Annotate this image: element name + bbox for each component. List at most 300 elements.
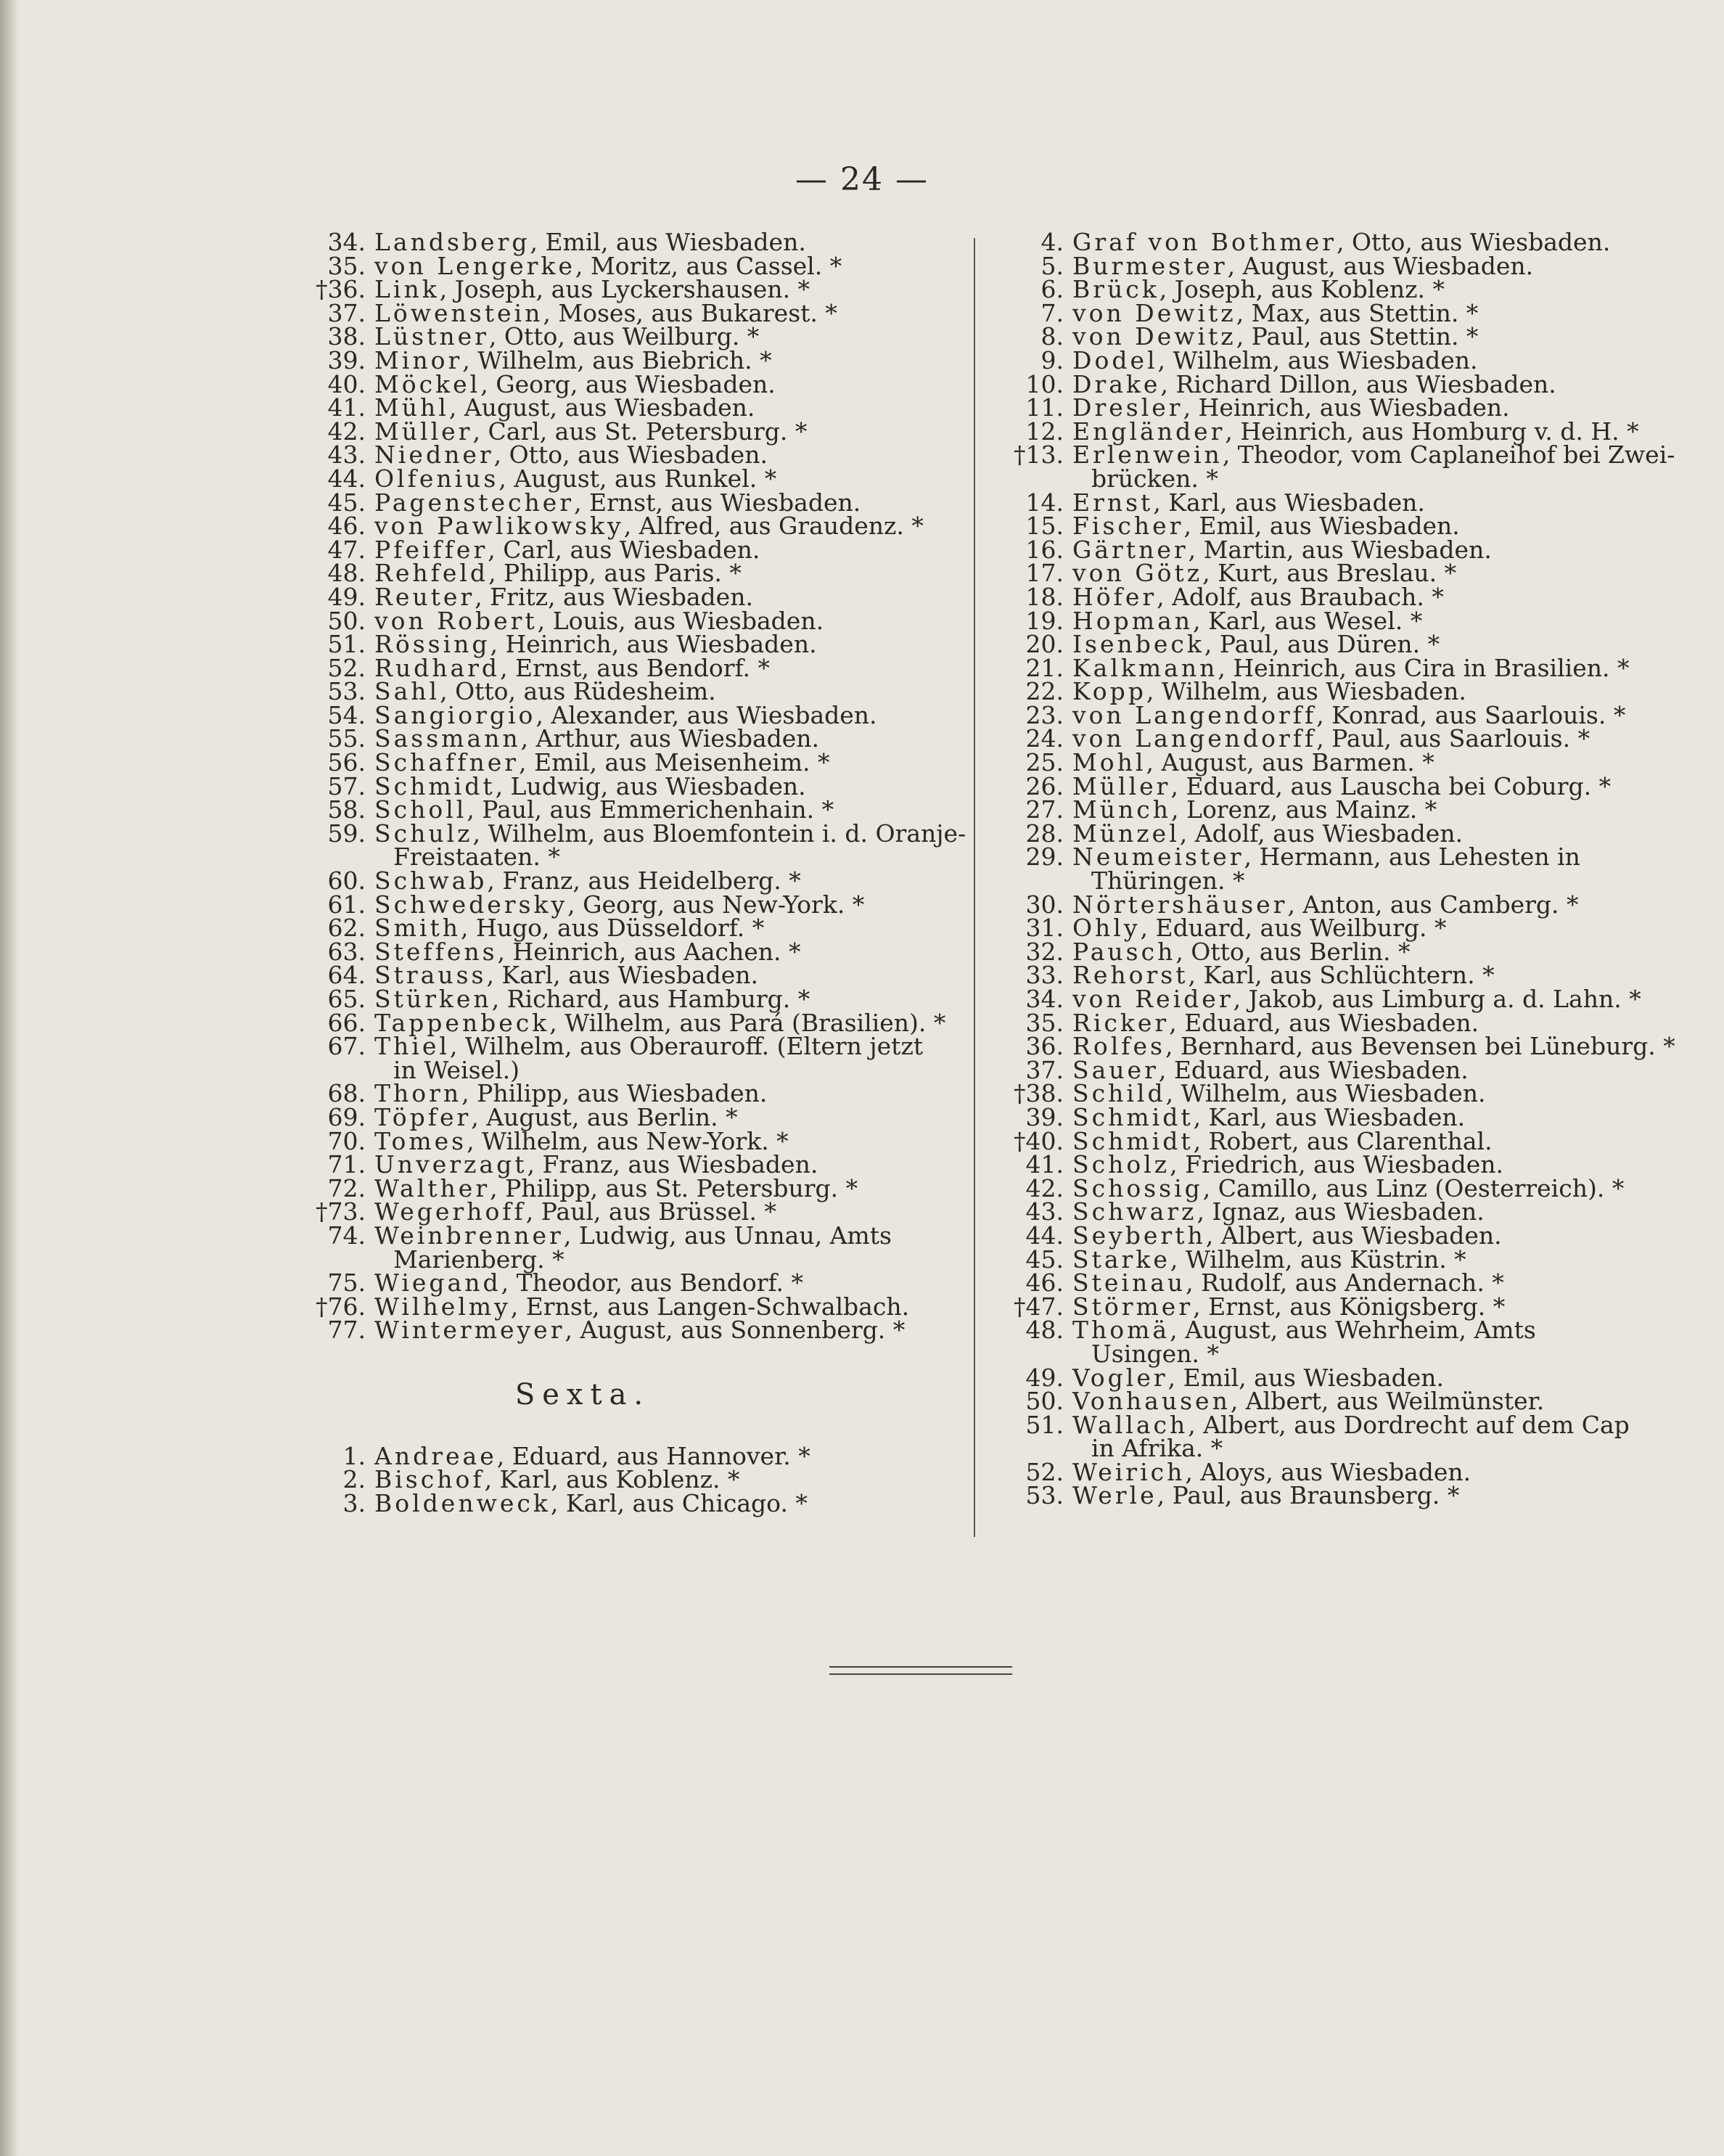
entry-number: 37. [327, 298, 366, 327]
entry-details: , Wilhelm, aus Wiesbaden. [1157, 345, 1478, 374]
entry-surname: Minor [374, 345, 463, 374]
entry-details: , Joseph, aus Lyckershausen. * [439, 275, 810, 304]
entry-number: 6. [1040, 275, 1064, 304]
entry-surname: Kopp [1072, 677, 1146, 706]
entry-number: 36. [1025, 1032, 1064, 1061]
entry-surname: Hopman [1072, 606, 1193, 635]
entry-surname: Isenbeck [1072, 630, 1204, 659]
entry-number: 50. [327, 606, 366, 635]
entry-details: , Franz, aus Heidelberg. * [487, 866, 801, 895]
entry-continuation: Marienberg. * [393, 1245, 565, 1274]
entry-surname: Andreae [374, 1441, 497, 1470]
entry-details: , Otto, aus Berlin. * [1175, 937, 1411, 966]
entry-number: 63. [327, 937, 366, 966]
entry-details: , Fritz, aus Wiesbaden. [475, 582, 753, 611]
entry-surname: Thiel [374, 1032, 450, 1061]
entry-number: 55. [327, 724, 366, 753]
entry-number: 66. [327, 1008, 366, 1037]
entry-number: 46. [1025, 1268, 1064, 1298]
entry-surname: Weinbrenner [374, 1221, 564, 1250]
entry-number: 32. [1025, 937, 1064, 966]
entry-surname: Sauer [1072, 1055, 1159, 1084]
entry-number: 45. [327, 488, 366, 517]
section-heading-sexta: Sexta. [514, 1377, 651, 1411]
entry-surname: von Dewitz [1072, 298, 1236, 327]
entry-number: 14. [1025, 488, 1064, 517]
entry-details: , Anton, aus Camberg. * [1287, 890, 1579, 919]
entry-details: , Martin, aus Wiesbaden. [1188, 535, 1492, 564]
entry-details: , Theodor, vom Caplaneihof bei Zwei- [1222, 440, 1675, 470]
list-entry [296, 1488, 949, 1517]
entry-surname: Starke [1072, 1245, 1170, 1274]
entry-surname: Pfeiffer [374, 535, 488, 564]
entry-number: 51. [1025, 1410, 1064, 1439]
entry-number: 44. [1025, 1221, 1064, 1250]
entry-surname: Müller [1072, 771, 1171, 800]
entry-surname: Ricker [1072, 1008, 1170, 1037]
entry-number: 68. [327, 1079, 366, 1108]
entry-number: 9. [1040, 345, 1064, 374]
entry-number: 25. [1025, 748, 1064, 777]
student-list-right [994, 228, 1675, 1510]
entry-details: , Heinrich, aus Wiesbaden. [1183, 393, 1510, 422]
entry-surname: Dodel [1072, 345, 1158, 374]
entry-number: 75. [327, 1268, 366, 1298]
entry-number: 18. [1025, 582, 1064, 611]
entry-surname: Pausch [1072, 937, 1176, 966]
entry-surname: Störmer [1072, 1292, 1194, 1321]
entry-surname: Schaffner [374, 748, 520, 777]
entry-surname: Strauss [374, 961, 487, 990]
entry-details: , Ludwig, aus Wiesbaden. [495, 771, 806, 800]
entry-number: 61. [327, 890, 366, 919]
right-column [994, 228, 1675, 1510]
entry-details: , Paul, aus Braunsberg. * [1157, 1481, 1460, 1510]
entry-surname: Sangiorgio [374, 700, 536, 729]
entry-surname: Lüstner [374, 322, 489, 351]
entry-details: , Alexander, aus Wiesbaden. [535, 700, 877, 729]
entry-number: 34. [327, 228, 366, 256]
entry-text [366, 1316, 906, 1345]
entry-surname: Steinau [1072, 1268, 1186, 1298]
entry-details: , Richard, aus Hamburg. * [491, 985, 810, 1013]
entry-surname: Kalkmann [1072, 653, 1218, 682]
entry-surname: Höfer [1072, 582, 1157, 611]
entry-number: 42. [327, 417, 366, 446]
entry-details: , Friedrich, aus Wiesbaden. [1170, 1150, 1503, 1179]
entry-surname: Walther [374, 1173, 490, 1202]
entry-number: 15. [1025, 512, 1064, 541]
entry-details: , Ignaz, aus Wiesbaden. [1196, 1197, 1485, 1226]
entry-surname: Münch [1072, 795, 1172, 824]
entry-surname: Steffens [374, 937, 498, 966]
entry-details: , Lorenz, aus Mainz. * [1171, 795, 1437, 824]
entry-number: 42. [1025, 1173, 1064, 1202]
entry-details: , Wilhelm, aus Oberauroff. (Eltern jetzt [449, 1032, 924, 1061]
entry-details: , Hermann, aus Lehesten in [1244, 843, 1580, 872]
entry-number: 48. [1025, 1316, 1064, 1345]
end-rule [829, 1666, 1012, 1675]
entry-details: , Philipp, aus Wiesbaden. [461, 1079, 768, 1108]
entry-number: 43. [1025, 1197, 1064, 1226]
entry-number: 5. [1040, 251, 1064, 280]
entry-surname: Gärtner [1072, 535, 1189, 564]
page-number: — 24 — [795, 161, 929, 198]
entry-details: , Emil, aus Wiesbaden. [1167, 1363, 1445, 1392]
entry-number: 65. [327, 985, 366, 1013]
entry-surname: Erlenwein [1072, 440, 1223, 470]
entry-surname: Unverzagt [374, 1150, 528, 1179]
entry-number: 35. [1025, 1008, 1064, 1037]
entry-details: , Alfred, aus Graudenz. * [623, 512, 924, 541]
entry-details: , August, aus Berlin. * [471, 1102, 738, 1131]
entry-details: , Heinrich, aus Wiesbaden. [490, 630, 817, 659]
entry-number: 20. [1025, 630, 1064, 659]
entry-surname: Möckel [374, 369, 481, 398]
entry-details: , Philipp, aus Paris. * [488, 559, 742, 588]
student-list-left [296, 228, 966, 1345]
entry-number: 16. [1025, 535, 1064, 564]
entry-details: , Karl, aus Wiesbaden. [486, 961, 758, 990]
entry-surname: von Götz [1072, 559, 1203, 588]
entry-details: , Ernst, aus Königsberg. * [1193, 1292, 1506, 1321]
entry-number: 44. [327, 464, 366, 493]
entry-number: 22. [1025, 677, 1064, 706]
entry-number: †76. [316, 1292, 366, 1321]
entry-number: 46. [327, 512, 366, 541]
entry-details: , Louis, aus Wiesbaden. [537, 606, 824, 635]
entry-number: 53. [1025, 1481, 1064, 1510]
entry-surname: von Lengerke [374, 251, 575, 280]
entry-details: , Eduard, aus Weilburg. * [1140, 914, 1447, 943]
entry-number: 57. [327, 771, 366, 800]
entry-details: , Otto, aus Rüdesheim. [440, 677, 716, 706]
entry-details: , August, aus Wiesbaden. [448, 393, 755, 422]
entry-number: 38. [327, 322, 366, 351]
entry-details: , Richard Dillon, aus Wiesbaden. [1160, 369, 1556, 398]
entry-details: , Jakob, aus Limburg a. d. Lahn. * [1233, 985, 1641, 1013]
entry-surname: Drake [1072, 369, 1161, 398]
entry-text [1064, 1481, 1460, 1510]
entry-number: 51. [327, 630, 366, 659]
entry-number: 53. [327, 677, 366, 706]
entry-surname: Ohly [1072, 914, 1141, 943]
entry-surname: Wiegand [374, 1268, 501, 1298]
student-list-sexta [296, 1441, 949, 1517]
entry-details: , Max, aus Stettin. * [1236, 298, 1479, 327]
entry-surname: Tappenbeck [374, 1008, 550, 1037]
entry-number: 30. [1025, 890, 1064, 919]
entry-surname: Wilhelmy [374, 1292, 511, 1321]
entry-details: , Albert, aus Dordrecht auf dem Cap [1188, 1410, 1630, 1439]
entry-details: , Albert, aus Wiesbaden. [1205, 1221, 1502, 1250]
entry-text [366, 1221, 892, 1250]
entry-details: , Adolf, aus Braubach. * [1157, 582, 1444, 611]
entry-details: , Emil, aus Wiesbaden. [530, 228, 806, 256]
entry-number: 41. [1025, 1150, 1064, 1179]
entry-surname: von Robert [374, 606, 538, 635]
entry-surname: Nörtershäuser [1072, 890, 1288, 919]
entry-number: 39. [327, 345, 366, 374]
entry-details: , Wilhelm, aus Pará (Brasilien). * [549, 1008, 946, 1037]
entry-details: , Joseph, aus Koblenz. * [1159, 275, 1445, 304]
entry-number: †36. [316, 275, 366, 304]
entry-number: 34. [1025, 985, 1064, 1013]
list-entry [296, 1221, 949, 1250]
entry-surname: Burmester [1072, 251, 1228, 280]
entry-surname: Töpfer [374, 1102, 472, 1131]
entry-details: , Eduard, aus Hannover. * [496, 1441, 810, 1470]
entry-surname: Wallach [1072, 1410, 1189, 1439]
entry-surname: Link [374, 275, 440, 304]
entry-details: , Wilhelm, aus New-York. * [467, 1126, 789, 1155]
entry-surname: Schild [1072, 1079, 1166, 1108]
entry-number: 49. [327, 582, 366, 611]
entry-details: , Bernhard, aus Bevensen bei Lüneburg. * [1165, 1032, 1675, 1061]
entry-number: 64. [327, 961, 366, 990]
entry-surname: Schmidt [374, 771, 496, 800]
entry-surname: Fischer [1072, 512, 1184, 541]
entry-details: , August, aus Wiesbaden. [1227, 251, 1534, 280]
entry-number: 17. [1025, 559, 1064, 588]
entry-number: 8. [1040, 322, 1064, 351]
entry-number: 56. [327, 748, 366, 777]
entry-surname: Olfenius [374, 464, 499, 493]
entry-details: , Ludwig, aus Unnau, Amts [563, 1221, 892, 1250]
entry-details: , Karl, aus Wesel. * [1193, 606, 1423, 635]
entry-details: , Franz, aus Wiesbaden. [527, 1150, 818, 1179]
entry-surname: Mohl [1072, 748, 1146, 777]
entry-number: 24. [1025, 724, 1064, 753]
entry-details: , Emil, aus Wiesbaden. [1183, 512, 1460, 541]
entry-surname: Rehfeld [374, 559, 489, 588]
entry-surname: Rolfes [1072, 1032, 1165, 1061]
entry-surname: von Langendorff [1072, 700, 1317, 729]
entry-details: , Otto, aus Wiesbaden. [1337, 228, 1611, 256]
entry-surname: Brück [1072, 275, 1159, 304]
entry-surname: Seyberth [1072, 1221, 1206, 1250]
entry-details: , Heinrich, aus Homburg v. d. H. * [1225, 417, 1639, 446]
entry-details: , Albert, aus Weilmünster. [1230, 1387, 1545, 1416]
entry-surname: Thorn [374, 1079, 462, 1108]
entry-number: 1. [342, 1441, 366, 1470]
entry-surname: Pagenstecher [374, 488, 575, 517]
entry-details: , Adolf, aus Wiesbaden. [1179, 819, 1464, 848]
entry-details: , Wilhelm, aus Bloemfontein i. d. Oranje- [472, 819, 966, 848]
entry-number: 52. [1025, 1457, 1064, 1486]
entry-surname: von Langendorff [1072, 724, 1317, 753]
entry-details: , Wilhelm, aus Küstrin. * [1170, 1245, 1466, 1274]
entry-number: 35. [327, 251, 366, 280]
entry-number: 43. [327, 440, 366, 470]
entry-continuation: Usingen. * [1091, 1339, 1219, 1368]
entry-surname: Schmidt [1072, 1102, 1194, 1131]
entry-number: 31. [1025, 914, 1064, 943]
entry-surname: Boldenweck [374, 1488, 551, 1517]
entry-details: , Paul, aus Saarlouis. * [1316, 724, 1590, 753]
entry-surname: Sahl [374, 677, 440, 706]
entry-surname: Reuter [374, 582, 475, 611]
entry-number: 71. [327, 1150, 366, 1179]
entry-surname: Bischof [374, 1465, 485, 1494]
entry-details: , August, aus Sonnenberg. * [565, 1316, 906, 1345]
entry-surname: Rehorst [1072, 961, 1189, 990]
entry-details: , Paul, aus Stettin. * [1236, 322, 1479, 351]
entry-number: 40. [327, 369, 366, 398]
entry-number: 27. [1025, 795, 1064, 824]
entry-details: , Carl, aus St. Petersburg. * [472, 417, 808, 446]
entry-details: , Camillo, aus Linz (Oesterreich). * [1202, 1173, 1625, 1202]
entry-number: 4. [1040, 228, 1064, 256]
entry-details: , Paul, aus Düren. * [1204, 630, 1440, 659]
entry-surname: Dresler [1072, 393, 1183, 422]
entry-number: 50. [1025, 1387, 1064, 1416]
entry-details: , Otto, aus Weilburg. * [488, 322, 760, 351]
entry-number: 74. [327, 1221, 366, 1250]
entry-surname: Schulz [374, 819, 473, 848]
entry-details: , Aloys, aus Wiesbaden. [1185, 1457, 1471, 1486]
entry-continuation: Thüringen. * [1091, 866, 1245, 895]
entry-surname: Rudhard [374, 653, 501, 682]
list-entry [994, 1481, 1647, 1510]
entry-number: 23. [1025, 700, 1064, 729]
entry-surname: Vogler [1072, 1363, 1168, 1392]
entry-details: , Hugo, aus Düsseldorf. * [460, 914, 765, 943]
entry-number: 26. [1025, 771, 1064, 800]
entry-surname: von Pawlikowsky [374, 512, 624, 541]
entry-details: , Ernst, aus Wiesbaden. [574, 488, 861, 517]
entry-details: , Theodor, aus Bendorf. * [501, 1268, 804, 1298]
entry-details: , Karl, aus Wiesbaden. [1153, 488, 1425, 517]
entry-details: , Karl, aus Chicago. * [550, 1488, 808, 1517]
entry-number: 28. [1025, 819, 1064, 848]
entry-surname: Schmidt [1072, 1126, 1194, 1155]
entry-number: †47. [1014, 1292, 1064, 1321]
entry-surname: von Dewitz [1072, 322, 1236, 351]
entry-surname: Schwedersky [374, 890, 568, 919]
entry-surname: Wintermeyer [374, 1316, 565, 1345]
entry-details: , Moritz, aus Cassel. * [575, 251, 842, 280]
entry-number: 49. [1025, 1363, 1064, 1392]
entry-number: 33. [1025, 961, 1064, 990]
entry-number: 59. [327, 819, 366, 848]
entry-number: 48. [327, 559, 366, 588]
entry-number: 77. [327, 1316, 366, 1345]
entry-details: , Konrad, aus Saarlouis. * [1316, 700, 1626, 729]
entry-surname: Thomä [1072, 1316, 1170, 1345]
entry-number: 39. [1025, 1102, 1064, 1131]
entry-number: 47. [327, 535, 366, 564]
entry-surname: Rössing [374, 630, 490, 659]
entry-details: , Eduard, aus Wiesbaden. [1158, 1055, 1469, 1084]
entry-number: 2. [342, 1465, 366, 1494]
entry-details: , August, aus Wehrheim, Amts [1170, 1316, 1536, 1345]
entry-details: , Eduard, aus Lauscha bei Coburg. * [1170, 771, 1612, 800]
entry-details: , Wilhelm, aus Wiesbaden. [1165, 1079, 1486, 1108]
entry-number: 10. [1025, 369, 1064, 398]
entry-surname: Wegerhoff [374, 1197, 526, 1226]
entry-details: , Robert, aus Clarenthal. [1193, 1126, 1493, 1155]
entry-number: 11. [1025, 393, 1064, 422]
entry-number: 7. [1040, 298, 1064, 327]
entry-text [366, 1032, 924, 1061]
entry-details: , Arthur, aus Wiesbaden. [520, 724, 820, 753]
entry-details: , Moses, aus Bukarest. * [543, 298, 837, 327]
entry-continuation: in Afrika. * [1091, 1434, 1223, 1463]
entry-number: 67. [327, 1032, 366, 1061]
entry-details: , Karl, aus Schlüchtern. * [1188, 961, 1495, 990]
entry-text [366, 1488, 808, 1517]
entry-surname: Weirich [1072, 1457, 1186, 1486]
entry-surname: Werle [1072, 1481, 1157, 1510]
entry-surname: Stürken [374, 985, 492, 1013]
entry-details: , August, aus Barmen. * [1146, 748, 1434, 777]
entry-surname: Tomes [374, 1126, 467, 1155]
entry-number: †38. [1014, 1079, 1064, 1108]
entry-number: 54. [327, 700, 366, 729]
entry-surname: Neumeister [1072, 843, 1244, 872]
entry-number: †13. [1014, 440, 1064, 470]
entry-details: , Eduard, aus Wiesbaden. [1169, 1008, 1479, 1037]
entry-surname: Sassmann [374, 724, 521, 753]
entry-number: 62. [327, 914, 366, 943]
entry-surname: Ernst [1072, 488, 1154, 517]
entry-details: , Paul, aus Emmerichenhain. * [467, 795, 834, 824]
entry-number: 70. [327, 1126, 366, 1155]
entry-details: , Wilhelm, aus Biebrich. * [462, 345, 772, 374]
entry-details: , August, aus Runkel. * [498, 464, 777, 493]
entry-surname: Schossig [1072, 1173, 1203, 1202]
entry-number: 41. [327, 393, 366, 422]
entry-details: , Georg, aus New-York. * [567, 890, 865, 919]
entry-surname: Graf von Bothmer [1072, 228, 1337, 256]
entry-details: , Otto, aus Wiesbaden. [493, 440, 768, 470]
entry-details: , Rudolf, aus Andernach. * [1186, 1268, 1504, 1298]
list-entry [296, 1032, 949, 1061]
entry-number: 69. [327, 1102, 366, 1131]
list-entry [296, 1316, 949, 1345]
entry-surname: Smith [374, 914, 461, 943]
entry-details: , Karl, aus Koblenz. * [484, 1465, 740, 1494]
entry-surname: Engländer [1072, 417, 1226, 446]
column-divider [974, 238, 975, 1537]
entry-surname: Löwenstein [374, 298, 543, 327]
entry-surname: Schwarz [1072, 1197, 1197, 1226]
entry-surname: von Reider [1072, 985, 1234, 1013]
entry-details: , Philipp, aus St. Petersburg. * [490, 1173, 858, 1202]
entry-surname: Mühl [374, 393, 449, 422]
entry-number: 52. [327, 653, 366, 682]
entry-number: 72. [327, 1173, 366, 1202]
entry-number: †40. [1014, 1126, 1064, 1155]
entry-number: 45. [1025, 1245, 1064, 1274]
left-column [296, 228, 966, 1517]
page-binding-shadow [0, 0, 19, 2156]
entry-number: 21. [1025, 653, 1064, 682]
entry-surname: Müller [374, 417, 473, 446]
entry-details: , Ernst, aus Langen-Schwalbach. [510, 1292, 910, 1321]
entry-number: 37. [1025, 1055, 1064, 1084]
entry-continuation: brücken. * [1091, 464, 1218, 493]
entry-details: , Karl, aus Wiesbaden. [1193, 1102, 1466, 1131]
entry-number: 58. [327, 795, 366, 824]
entry-surname: Landsberg [374, 228, 530, 256]
entry-details: , Emil, aus Meisenheim. * [519, 748, 830, 777]
entry-details: , Carl, aus Wiesbaden. [488, 535, 760, 564]
entry-details: , Ernst, aus Bendorf. * [500, 653, 771, 682]
entry-surname: Scholz [1072, 1150, 1170, 1179]
entry-details: , Wilhelm, aus Wiesbaden. [1146, 677, 1466, 706]
